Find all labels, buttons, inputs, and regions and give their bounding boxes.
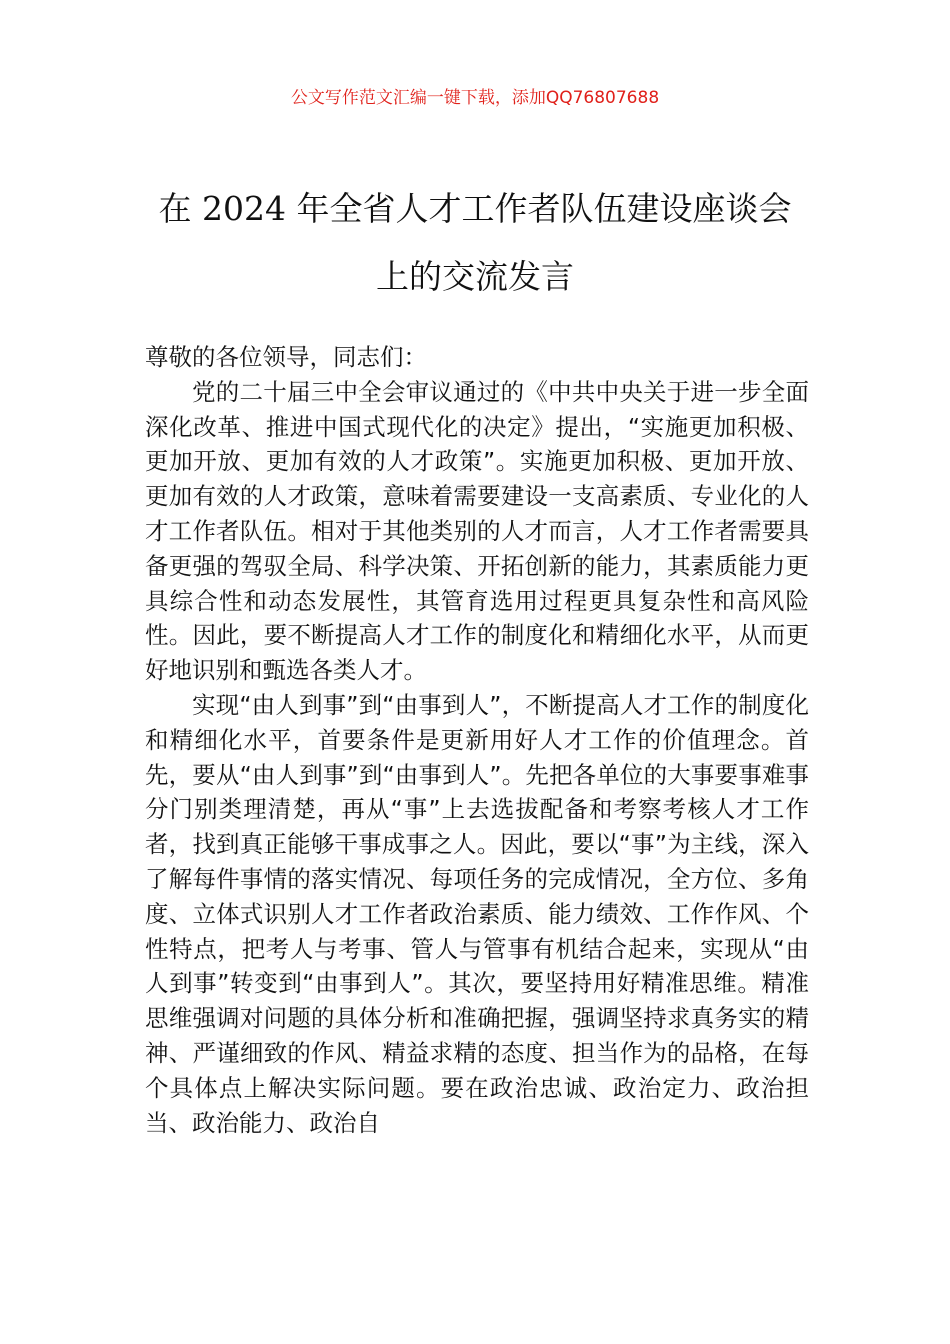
paragraph-1: 党的二十届三中全会审议通过的《中共中央关于进一步全面深化改革、推进中国式现代化的决定》提出，“实施更加积极、更加开放、更加有效的人才政策”。实施更加积极、更加开放、更加有效的人才政策，意味着需要建设一支高素质、专业化的人才工作者队伍。相对于其他类别的人才而言，人才工作者需要具备更强的驾驭全局、科学决策、开拓创新的能力，其素质能力更具综合性和动态发展性，其管育选用过程更具复杂性和高风险性。因此，要不断提高人才工作的制度化和精细化水平，从而更好地识别和甄选各类人才。	[145, 377, 809, 685]
paragraph-2: 实现“由人到事”到“由事到人”，不断提高人才工作的制度化和精细化水平，首要条件是更新用好人才工作的价值理念。首先，要从“由人到事”到“由事到人”。先把各单位的大事要事难事分门别类理清楚，再从“事”上去选拔配备和考察考核人才工作者，找到真正能够干事成事之人。因此，要以“事”为主线，深入了解每件事情的落实情况、每项任务的完成情况，全方位、多角度、立体式识别人才工作者政治素质、能力绩效、工作作风、个性特点，把考人与考事、管人与管事有机结合起来，实现从“由人到事”转变到“由事到人”。其次，要坚持用好精准思维。精准思维强调对问题的具体分析和准确把握，强调坚持求真务实的精神、严谨细致的作风、精益求精的态度、担当作为的品格，在每个具体点上解决实际问题。要在政治忠诚、政治定力、政治担当、政治能力、政治自	[145, 690, 809, 1137]
download-banner: 公文写作范文汇编一键下载，添加QQ76807688	[290, 88, 660, 108]
title-line-1: 在 2024 年全省人才工作者队伍建设座谈会	[158, 189, 792, 228]
salutation: 尊敬的各位领导，同志们：	[145, 343, 427, 371]
document-body	[145, 340, 809, 1140]
document-title	[100, 175, 850, 311]
title-line-2: 上的交流发言	[376, 257, 574, 296]
